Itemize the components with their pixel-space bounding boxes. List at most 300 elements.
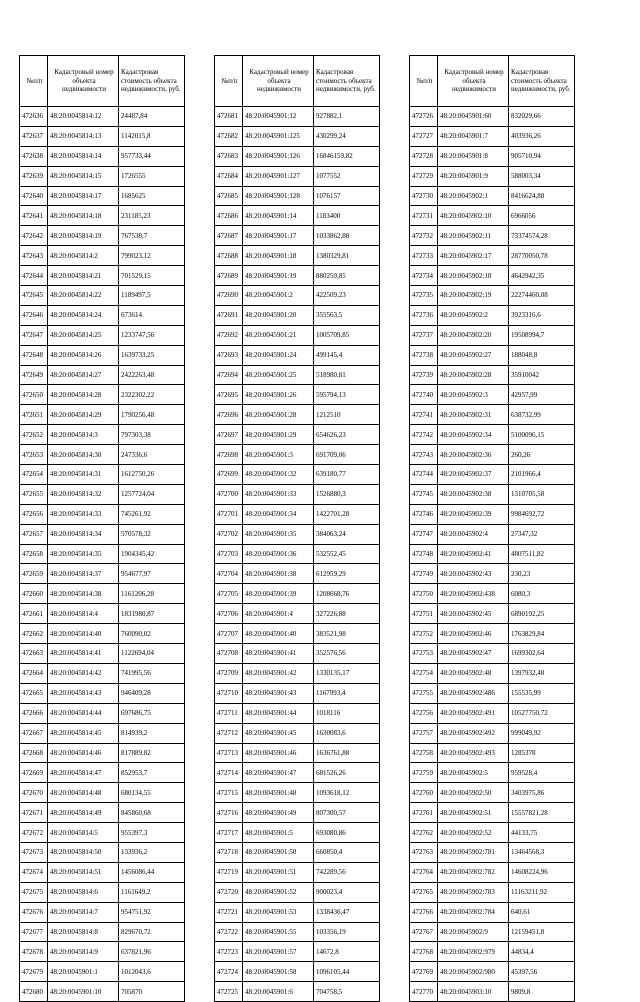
cadastral-value: 1285378 bbox=[509, 743, 575, 763]
row-number: 472667 bbox=[20, 723, 48, 743]
cadastral-number: 48:20:0045902:20 bbox=[438, 325, 509, 345]
row-number: 472747 bbox=[410, 524, 438, 544]
cadastral-number: 48:20:0045901:17 bbox=[243, 226, 314, 246]
table-row bbox=[20, 862, 185, 882]
cadastral-number: 48:20:0045902:1 bbox=[438, 186, 509, 206]
row-number: 472655 bbox=[20, 484, 48, 504]
cadastral-number: 48:20:0045901:60 bbox=[438, 107, 509, 127]
cadastral-number: 48:20:0045901:9 bbox=[438, 166, 509, 186]
row-number: 472707 bbox=[215, 624, 243, 644]
cadastral-number: 48:20:0045901:10 bbox=[48, 982, 119, 1002]
table-row bbox=[20, 365, 185, 385]
cadastral-value: 1093618,12 bbox=[314, 783, 380, 803]
cadastral-value: 1685625 bbox=[119, 186, 185, 206]
cadastral-number: 48:20:0045902:493 bbox=[438, 743, 509, 763]
cadastral-value: 27347,32 bbox=[509, 524, 575, 544]
row-number: 472642 bbox=[20, 226, 48, 246]
cadastral-number: 48:20:0045901:18 bbox=[243, 246, 314, 266]
table-row bbox=[215, 445, 380, 465]
cadastral-value: 1831980,87 bbox=[119, 604, 185, 624]
cadastral-number: 48:20:0045901:34 bbox=[243, 504, 314, 524]
table-row bbox=[410, 166, 575, 186]
header-cadastral-number: Кадастровый номер объекта недвижимости bbox=[438, 56, 509, 107]
cadastral-value: 352576,56 bbox=[314, 644, 380, 664]
table-row bbox=[410, 783, 575, 803]
row-number: 472650 bbox=[20, 385, 48, 405]
header-row bbox=[215, 56, 380, 107]
row-number: 472768 bbox=[410, 942, 438, 962]
cadastral-value: 45397,56 bbox=[509, 962, 575, 982]
cadastral-number: 48:20:0045902:50 bbox=[438, 783, 509, 803]
row-number: 472673 bbox=[20, 842, 48, 862]
cadastral-value: 188048,8 bbox=[509, 345, 575, 365]
cadastral-number: 48:20:0045901:29 bbox=[243, 425, 314, 445]
row-number: 472677 bbox=[20, 922, 48, 942]
cadastral-number: 48:20:0045814:5 bbox=[48, 823, 119, 843]
table-row bbox=[215, 564, 380, 584]
table-row bbox=[215, 882, 380, 902]
row-number: 472732 bbox=[410, 226, 438, 246]
cadastral-number: 48:20:0045814:17 bbox=[48, 186, 119, 206]
row-number: 472676 bbox=[20, 902, 48, 922]
row-number: 472654 bbox=[20, 465, 48, 485]
table-row bbox=[20, 823, 185, 843]
cadastral-number: 48:20:0045901:21 bbox=[243, 325, 314, 345]
cadastral-number: 48:20:0045901:25 bbox=[243, 365, 314, 385]
cadastral-number: 48:20:0045902:491 bbox=[438, 703, 509, 723]
cadastral-value: 691709,06 bbox=[314, 445, 380, 465]
table-row bbox=[215, 743, 380, 763]
row-number: 472675 bbox=[20, 882, 48, 902]
cadastral-value: 954751,92 bbox=[119, 902, 185, 922]
cadastral-number: 48:20:0045902:492 bbox=[438, 723, 509, 743]
cadastral-value: 1257724,04 bbox=[119, 484, 185, 504]
cadastral-number: 48:20:0045814:46 bbox=[48, 743, 119, 763]
cadastral-number: 48:20:0045901:125 bbox=[243, 126, 314, 146]
cadastral-value: 16846159,82 bbox=[314, 146, 380, 166]
cadastral-value: 1338436,47 bbox=[314, 902, 380, 922]
cadastral-number: 48:20:0045814:12 bbox=[48, 107, 119, 127]
table-row bbox=[215, 644, 380, 664]
table-row bbox=[410, 385, 575, 405]
table-row bbox=[215, 484, 380, 504]
row-number: 472712 bbox=[215, 723, 243, 743]
cadastral-value: 4807511,82 bbox=[509, 544, 575, 564]
row-number: 472749 bbox=[410, 564, 438, 584]
row-number: 472636 bbox=[20, 107, 48, 127]
cadastral-value: 637821,96 bbox=[119, 942, 185, 962]
table-row bbox=[215, 663, 380, 683]
cadastral-value: 1630083,6 bbox=[314, 723, 380, 743]
table-row bbox=[20, 166, 185, 186]
cadastral-number: 48:20:0045902:31 bbox=[438, 405, 509, 425]
cadastral-value: 2322302,22 bbox=[119, 385, 185, 405]
table-row bbox=[20, 663, 185, 683]
table-row bbox=[215, 345, 380, 365]
cadastral-value: 595794,13 bbox=[314, 385, 380, 405]
cadastral-number: 48:20:0045902:2 bbox=[438, 305, 509, 325]
cadastral-number: 48:20:0045901:43 bbox=[243, 683, 314, 703]
table-row bbox=[215, 703, 380, 723]
table-row bbox=[215, 902, 380, 922]
row-number: 472727 bbox=[410, 126, 438, 146]
row-number: 472709 bbox=[215, 663, 243, 683]
cadastral-value: 760090,02 bbox=[119, 624, 185, 644]
header-cadastral-number: Кадастровый номер объекта недвижимости bbox=[48, 56, 119, 107]
cadastral-value: 741995,56 bbox=[119, 663, 185, 683]
table-row bbox=[215, 465, 380, 485]
row-number: 472743 bbox=[410, 445, 438, 465]
table-row bbox=[410, 206, 575, 226]
row-number: 472770 bbox=[410, 982, 438, 1002]
cadastral-value: 133936,2 bbox=[119, 842, 185, 862]
row-number: 472714 bbox=[215, 763, 243, 783]
table-row bbox=[215, 962, 380, 982]
table-row bbox=[410, 922, 575, 942]
table-row bbox=[410, 624, 575, 644]
table-row bbox=[410, 723, 575, 743]
cadastral-number: 48:20:0045902:979 bbox=[438, 942, 509, 962]
table-row bbox=[215, 842, 380, 862]
table-row bbox=[410, 663, 575, 683]
row-number: 472701 bbox=[215, 504, 243, 524]
cadastral-number: 48:20:0045814:9 bbox=[48, 942, 119, 962]
registry-table-1 bbox=[19, 55, 185, 1002]
table-row bbox=[410, 902, 575, 922]
cadastral-value: 681526,26 bbox=[314, 763, 380, 783]
table-row bbox=[410, 504, 575, 524]
table-row bbox=[20, 524, 185, 544]
header-row bbox=[410, 56, 575, 107]
row-number: 472706 bbox=[215, 604, 243, 624]
table-row bbox=[20, 226, 185, 246]
cadastral-number: 48:20:0045814:31 bbox=[48, 465, 119, 485]
cadastral-value: 1380329,81 bbox=[314, 246, 380, 266]
row-number: 472715 bbox=[215, 783, 243, 803]
registry-table-2 bbox=[214, 55, 380, 1002]
cadastral-value: 1790256,48 bbox=[119, 405, 185, 425]
table-row bbox=[20, 644, 185, 664]
table-row bbox=[410, 286, 575, 306]
cadastral-value: 1310705,58 bbox=[509, 484, 575, 504]
row-number: 472645 bbox=[20, 286, 48, 306]
row-number: 472671 bbox=[20, 803, 48, 823]
table-row bbox=[215, 226, 380, 246]
cadastral-value: 954677,97 bbox=[119, 564, 185, 584]
cadastral-number: 48:20:0045902:39 bbox=[438, 504, 509, 524]
table-row bbox=[20, 584, 185, 604]
table-row bbox=[20, 345, 185, 365]
table-row bbox=[215, 823, 380, 843]
cadastral-value: 327226,88 bbox=[314, 604, 380, 624]
cadastral-number: 48:20:0045901:49 bbox=[243, 803, 314, 823]
row-number: 472740 bbox=[410, 385, 438, 405]
table-row bbox=[215, 604, 380, 624]
cadastral-number: 48:20:0045814:33 bbox=[48, 504, 119, 524]
cadastral-value: 957733,44 bbox=[119, 146, 185, 166]
cadastral-value: 44834,4 bbox=[509, 942, 575, 962]
cadastral-value: 6890192,25 bbox=[509, 604, 575, 624]
table-row bbox=[20, 484, 185, 504]
table-row bbox=[20, 942, 185, 962]
cadastral-number: 48:20:0045814:40 bbox=[48, 624, 119, 644]
row-number: 472668 bbox=[20, 743, 48, 763]
row-number: 472746 bbox=[410, 504, 438, 524]
cadastral-value: 1526880,3 bbox=[314, 484, 380, 504]
cadastral-number: 48:20:0045902:3 bbox=[438, 385, 509, 405]
row-number: 472653 bbox=[20, 445, 48, 465]
cadastral-number: 48:20:0045901:36 bbox=[243, 544, 314, 564]
table-row bbox=[215, 385, 380, 405]
row-number: 472713 bbox=[215, 743, 243, 763]
cadastral-value: 4642942,35 bbox=[509, 266, 575, 286]
cadastral-value: 1208668,76 bbox=[314, 584, 380, 604]
cadastral-value: 817889,82 bbox=[119, 743, 185, 763]
table-row bbox=[410, 743, 575, 763]
row-number: 472688 bbox=[215, 246, 243, 266]
table-row bbox=[20, 922, 185, 942]
row-number: 472748 bbox=[410, 544, 438, 564]
table-row bbox=[410, 763, 575, 783]
table-row bbox=[215, 723, 380, 743]
cadastral-value: 693080,86 bbox=[314, 823, 380, 843]
cadastral-number: 48:20:0045814:34 bbox=[48, 524, 119, 544]
table-row bbox=[410, 524, 575, 544]
cadastral-value: 999049,92 bbox=[509, 723, 575, 743]
cadastral-value: 1726555 bbox=[119, 166, 185, 186]
table-row bbox=[410, 703, 575, 723]
row-number: 472705 bbox=[215, 584, 243, 604]
cadastral-value: 1183400 bbox=[314, 206, 380, 226]
cadastral-value: 384063,24 bbox=[314, 524, 380, 544]
cadastral-number: 48:20:0045902:17 bbox=[438, 246, 509, 266]
table-row bbox=[20, 385, 185, 405]
row-number: 472678 bbox=[20, 942, 48, 962]
cadastral-value: 1161206,28 bbox=[119, 584, 185, 604]
cadastral-value: 247336,6 bbox=[119, 445, 185, 465]
table-row bbox=[215, 206, 380, 226]
row-number: 472759 bbox=[410, 763, 438, 783]
cadastral-value: 1161649,2 bbox=[119, 882, 185, 902]
cadastral-number: 48:20:0045902:784 bbox=[438, 902, 509, 922]
row-number: 472690 bbox=[215, 286, 243, 306]
cadastral-value: 1077552 bbox=[314, 166, 380, 186]
cadastral-number: 48:20:0045901:42 bbox=[243, 663, 314, 683]
cadastral-number: 48:20:0045901:53 bbox=[243, 902, 314, 922]
cadastral-number: 48:20:0045901:52 bbox=[243, 882, 314, 902]
cadastral-value: 103356,19 bbox=[314, 922, 380, 942]
cadastral-value: 22274460,08 bbox=[509, 286, 575, 306]
table-row bbox=[410, 405, 575, 425]
table-row bbox=[410, 146, 575, 166]
cadastral-value: 14672,8 bbox=[314, 942, 380, 962]
row-number: 472765 bbox=[410, 882, 438, 902]
row-number: 472638 bbox=[20, 146, 48, 166]
cadastral-value: 680134,55 bbox=[119, 783, 185, 803]
cadastral-number: 48:20:0045814:38 bbox=[48, 584, 119, 604]
cadastral-value: 35910042 bbox=[509, 365, 575, 385]
cadastral-number: 48:20:0045814:26 bbox=[48, 345, 119, 365]
cadastral-value: 15557821,28 bbox=[509, 803, 575, 823]
table-row bbox=[410, 683, 575, 703]
header-cadastral-value: Кадастровая стоимость объекта недвижимости, руб. bbox=[314, 56, 380, 107]
table-row bbox=[20, 962, 185, 982]
cadastral-value: 383521,98 bbox=[314, 624, 380, 644]
cadastral-number: 48:20:0045901:55 bbox=[243, 922, 314, 942]
cadastral-value: 900023,4 bbox=[314, 882, 380, 902]
table-row bbox=[20, 126, 185, 146]
table-row bbox=[410, 544, 575, 564]
cadastral-value: 829670,72 bbox=[119, 922, 185, 942]
cadastral-number: 48:20:0045814:47 bbox=[48, 763, 119, 783]
row-number: 472731 bbox=[410, 206, 438, 226]
row-number: 472648 bbox=[20, 345, 48, 365]
cadastral-value: 814939,2 bbox=[119, 723, 185, 743]
cadastral-value: 422509,23 bbox=[314, 286, 380, 306]
table-row bbox=[410, 246, 575, 266]
cadastral-number: 48:20:0045814:28 bbox=[48, 385, 119, 405]
cadastral-number: 48:20:0045902:438 bbox=[438, 584, 509, 604]
table-row bbox=[410, 266, 575, 286]
cadastral-value: 832029,66 bbox=[509, 107, 575, 127]
row-number: 472658 bbox=[20, 544, 48, 564]
row-number: 472730 bbox=[410, 186, 438, 206]
row-number: 472722 bbox=[215, 922, 243, 942]
cadastral-number: 48:20:0045901:14 bbox=[243, 206, 314, 226]
table-row bbox=[410, 644, 575, 664]
row-number: 472674 bbox=[20, 862, 48, 882]
row-number: 472721 bbox=[215, 902, 243, 922]
row-number: 472637 bbox=[20, 126, 48, 146]
row-number: 472724 bbox=[215, 962, 243, 982]
table-row bbox=[20, 146, 185, 166]
cadastral-number: 48:20:0045901:38 bbox=[243, 564, 314, 584]
cadastral-value: 807300,57 bbox=[314, 803, 380, 823]
row-number: 472729 bbox=[410, 166, 438, 186]
cadastral-value: 1422701,28 bbox=[314, 504, 380, 524]
cadastral-number: 48:20:0045902:36 bbox=[438, 445, 509, 465]
cadastral-value: 231185,23 bbox=[119, 206, 185, 226]
cadastral-value: 1330135,17 bbox=[314, 663, 380, 683]
row-number: 472647 bbox=[20, 325, 48, 345]
row-number: 472640 bbox=[20, 186, 48, 206]
table-row bbox=[20, 743, 185, 763]
table-row bbox=[20, 206, 185, 226]
table-row bbox=[215, 544, 380, 564]
cadastral-number: 48:20:0045901:1 bbox=[48, 962, 119, 982]
row-number: 472708 bbox=[215, 644, 243, 664]
table-row bbox=[20, 763, 185, 783]
cadastral-value: 946409,28 bbox=[119, 683, 185, 703]
cadastral-number: 48:20:0045814:3 bbox=[48, 425, 119, 445]
table-row bbox=[215, 683, 380, 703]
cadastral-number: 48:20:0045902:28 bbox=[438, 365, 509, 385]
cadastral-number: 48:20:0045901:47 bbox=[243, 763, 314, 783]
table-row bbox=[215, 982, 380, 1002]
table-row bbox=[410, 305, 575, 325]
cadastral-number: 48:20:0045901:50 bbox=[243, 842, 314, 862]
cadastral-value: 1076157 bbox=[314, 186, 380, 206]
cadastral-value: 704758,5 bbox=[314, 982, 380, 1002]
row-number: 472723 bbox=[215, 942, 243, 962]
cadastral-number: 48:20:0045902:9 bbox=[438, 922, 509, 942]
table-row bbox=[410, 982, 575, 1002]
cadastral-number: 48:20:0045901:35 bbox=[243, 524, 314, 544]
cadastral-number: 48:20:0045814:42 bbox=[48, 663, 119, 683]
cadastral-number: 48:20:0045814:25 bbox=[48, 325, 119, 345]
table-row bbox=[410, 186, 575, 206]
cadastral-value: 638732,99 bbox=[509, 405, 575, 425]
cadastral-value: 673614 bbox=[119, 305, 185, 325]
row-number: 472711 bbox=[215, 703, 243, 723]
table-row bbox=[215, 942, 380, 962]
row-number: 472760 bbox=[410, 783, 438, 803]
cadastral-value: 927882,1 bbox=[314, 107, 380, 127]
cadastral-number: 48:20:0045902:18 bbox=[438, 266, 509, 286]
cadastral-number: 48:20:0045901:45 bbox=[243, 723, 314, 743]
cadastral-number: 48:20:0045902:19 bbox=[438, 286, 509, 306]
cadastral-value: 660850,4 bbox=[314, 842, 380, 862]
table-row bbox=[215, 425, 380, 445]
table-row bbox=[215, 266, 380, 286]
cadastral-number: 48:20:0045901:46 bbox=[243, 743, 314, 763]
table-row bbox=[410, 564, 575, 584]
table-row bbox=[20, 325, 185, 345]
cadastral-number: 48:20:0045901:6 bbox=[243, 982, 314, 1002]
cadastral-value: 42957,99 bbox=[509, 385, 575, 405]
table-row bbox=[20, 982, 185, 1002]
cadastral-number: 48:20:0045902:51 bbox=[438, 803, 509, 823]
table-row bbox=[410, 823, 575, 843]
cadastral-value: 9984692,72 bbox=[509, 504, 575, 524]
row-number: 472652 bbox=[20, 425, 48, 445]
row-number: 472750 bbox=[410, 584, 438, 604]
cadastral-value: 430299,24 bbox=[314, 126, 380, 146]
row-number: 472681 bbox=[215, 107, 243, 127]
cadastral-number: 48:20:0045814:35 bbox=[48, 544, 119, 564]
cadastral-number: 48:20:0045903:10 bbox=[438, 982, 509, 1002]
cadastral-number: 48:20:0045814:6 bbox=[48, 882, 119, 902]
row-number: 472739 bbox=[410, 365, 438, 385]
cadastral-value: 73374574,28 bbox=[509, 226, 575, 246]
cadastral-number: 48:20:0045901:39 bbox=[243, 584, 314, 604]
row-number: 472687 bbox=[215, 226, 243, 246]
table-row bbox=[215, 405, 380, 425]
row-number: 472725 bbox=[215, 982, 243, 1002]
table-row bbox=[215, 504, 380, 524]
row-number: 472684 bbox=[215, 166, 243, 186]
cadastral-number: 48:20:0045901:126 bbox=[243, 146, 314, 166]
row-number: 472769 bbox=[410, 962, 438, 982]
row-number: 472751 bbox=[410, 604, 438, 624]
cadastral-number: 48:20:0045814:29 bbox=[48, 405, 119, 425]
cadastral-value: 44133,75 bbox=[509, 823, 575, 843]
table-row bbox=[20, 803, 185, 823]
cadastral-number: 48:20:0045902:43 bbox=[438, 564, 509, 584]
row-number: 472757 bbox=[410, 723, 438, 743]
table-row bbox=[215, 803, 380, 823]
cadastral-number: 48:20:0045902:783 bbox=[438, 882, 509, 902]
table-row bbox=[20, 504, 185, 524]
table-row bbox=[20, 425, 185, 445]
table-row bbox=[215, 186, 380, 206]
cadastral-value: 1018116 bbox=[314, 703, 380, 723]
cadastral-number: 48:20:0045901:7 bbox=[438, 126, 509, 146]
table-row bbox=[410, 882, 575, 902]
table-row bbox=[215, 624, 380, 644]
cadastral-value: 260,26 bbox=[509, 445, 575, 465]
row-number: 472703 bbox=[215, 544, 243, 564]
